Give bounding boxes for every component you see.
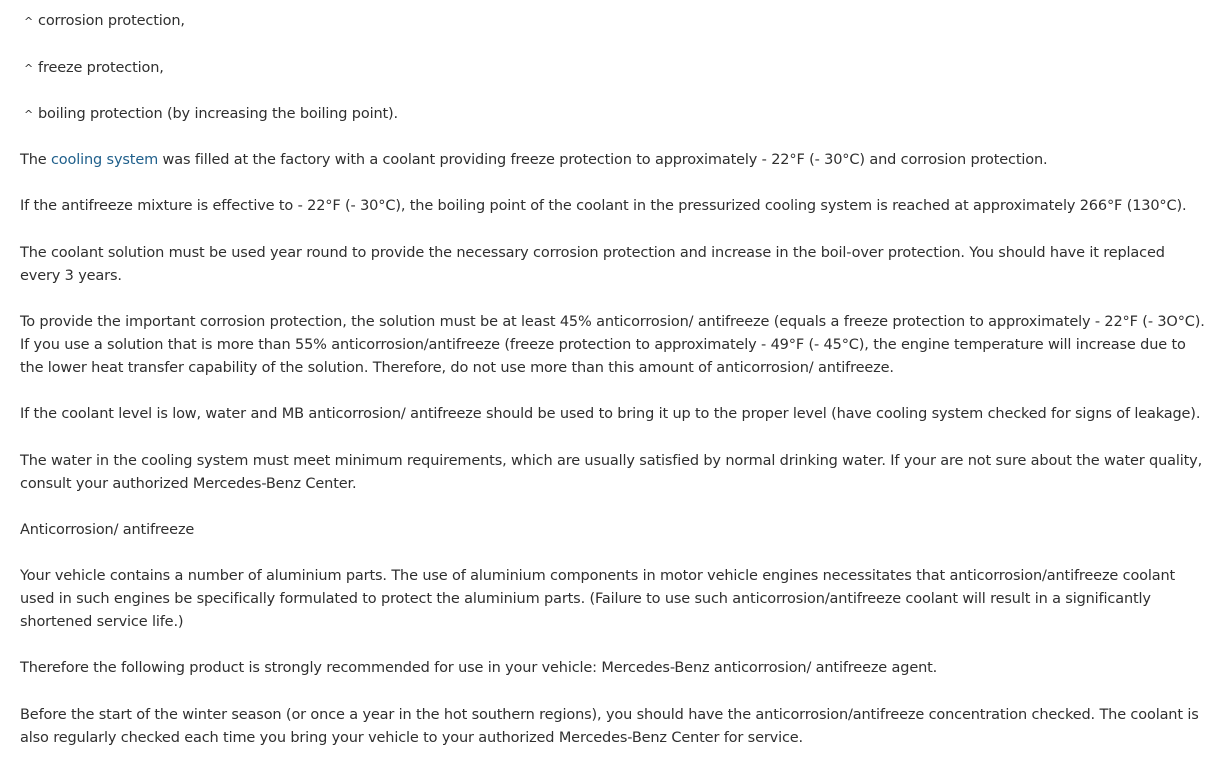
bullet-text: freeze protection, <box>38 60 164 76</box>
paragraph-text: The <box>20 152 51 168</box>
section-heading: Anticorrosion/ antifreeze <box>20 522 195 538</box>
bullet-item <box>24 103 398 126</box>
paragraph: The water in the cooling system must meet minimum requirements, which are usually satisfied by normal drinking water. If your are not sure about the water quality, consult your authorized Mercedes-Benz Center. <box>20 453 1203 492</box>
paragraph: Your vehicle contains a number of aluminium parts. The use of aluminium components in motor vehicle engines necessitates that anticorrosion/antifreeze coolant used in such engines be specifically formulated to protect the aluminium parts. (Failure to use such anticorrosion/antifreeze coolant will result in a significantly shortened service life.) <box>20 568 1176 630</box>
paragraph: The coolant solution must be used year round to provide the necessary corrosion protection and increase in the boil-over protection. You should have it replaced every 3 years. <box>20 245 1165 284</box>
caret-bullet-icon: ^ <box>24 62 34 75</box>
bullet-text: boiling protection (by increasing the boiling point). <box>38 106 398 122</box>
caret-bullet-icon: ^ <box>24 108 34 121</box>
paragraph-text: was filled at the factory with a coolant providing freeze protection to approximately - 22°F (- 30°C) and corrosion protection. <box>158 152 1048 168</box>
paragraph: If the antifreeze mixture is effective to - 22°F (- 30°C), the boiling point of the coolant in the pressurized cooling system is reached at approximately 266°F (130°C). <box>20 198 1187 214</box>
bullet-item <box>24 10 185 33</box>
paragraph: To provide the important corrosion protection, the solution must be at least 45% anticorrosion/ antifreeze (equals a freeze protection to approximately - 22°F (- 3O°C). If you use a solution that is more than 55% anticorrosion/antifreeze (freeze protection to approximately - 49°F (- 45°C), the engine temperature will increase due to the lower heat transfer capability of the solution. Therefore, do not use more than this amount of anticorrosion/ antifreeze. <box>20 314 1205 376</box>
bullet-item <box>24 57 164 80</box>
cooling-system-link[interactable]: cooling system <box>50 152 159 168</box>
bullet-text: corrosion protection, <box>38 13 185 29</box>
paragraph: Therefore the following product is strongly recommended for use in your vehicle: Mercedes-Benz anticorrosion/ antifreeze agent. <box>20 660 938 676</box>
paragraph: If the coolant level is low, water and MB anticorrosion/ antifreeze should be used to bring it up to the proper level (have cooling system checked for signs of leakage). <box>20 406 1201 422</box>
paragraph: Before the start of the winter season (or once a year in the hot southern regions), you should have the anticorrosion/antifreeze concentration checked. The coolant is also regularly checked each time you bring your vehicle to your authorized Mercedes-Benz Center for service. <box>20 707 1199 746</box>
paragraph-cooling-system <box>20 149 1206 172</box>
caret-bullet-icon: ^ <box>24 15 34 28</box>
